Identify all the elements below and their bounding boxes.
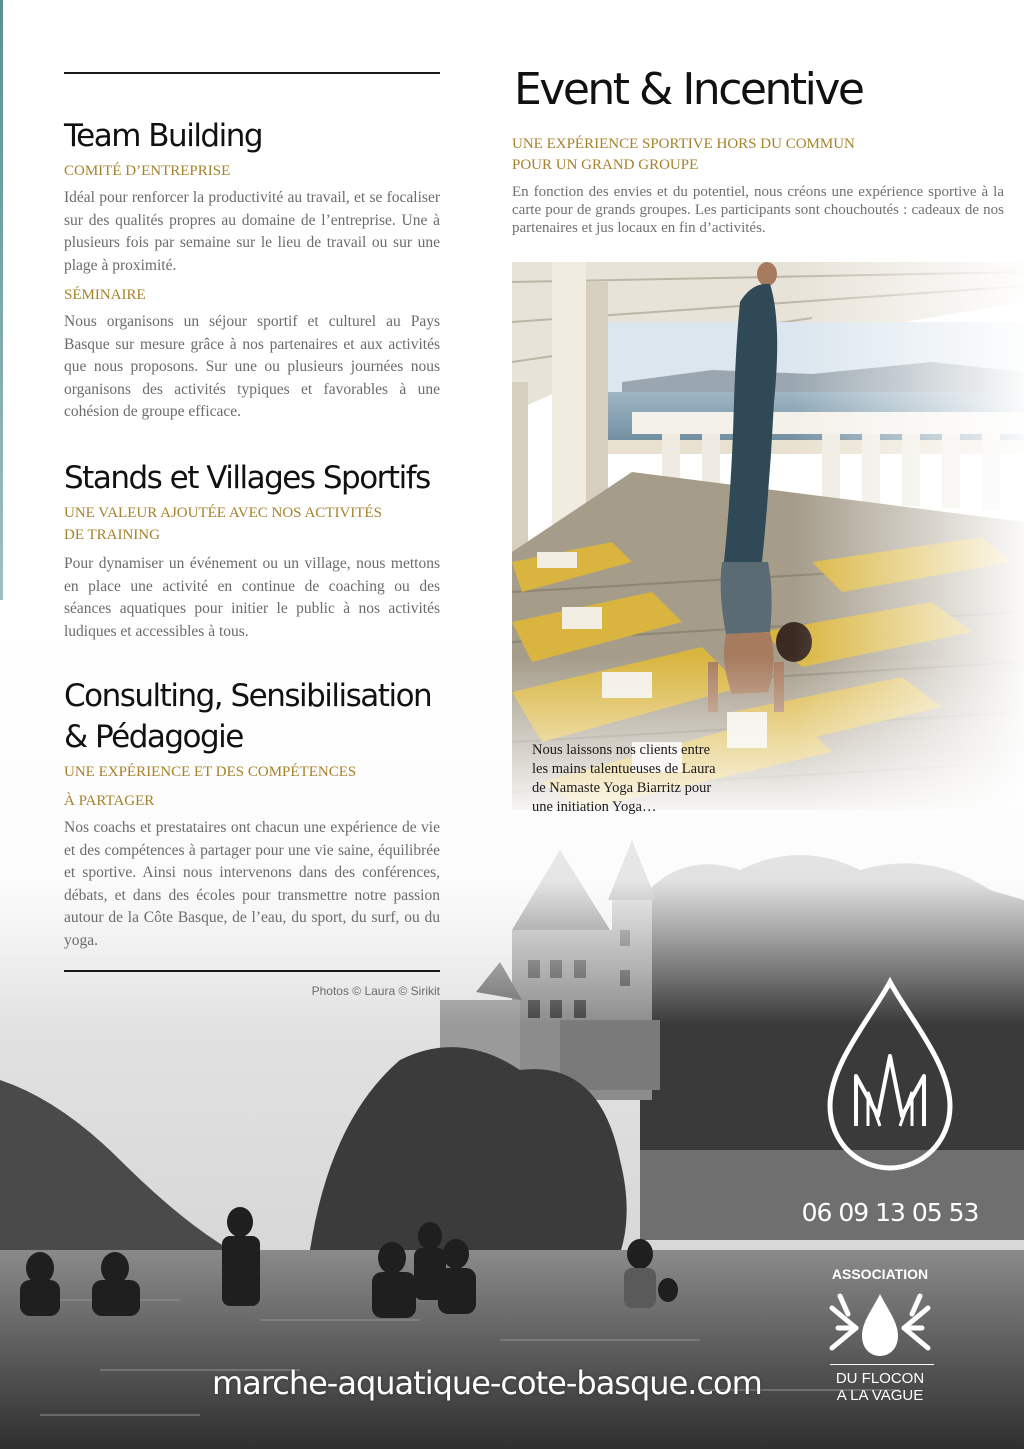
team-building-sub-ce: COMITÉ D’ENTREPRISE [64,163,231,179]
yoga-photo [512,262,1024,810]
team-building-text: Idéal pour renforcer la productivité au travail, et se focaliser sur des qualités propres au domaine de l’entreprise. Une à plusieurs fois par semaine sur le lieu de travail ou sur une plage à proximité. [64,189,440,274]
assoc-label-bottom [818,1370,942,1404]
consulting-sub-1: UNE EXPÉRIENCE ET DES COMPÉTENCES [64,764,357,780]
consulting-title-2: & Pédagogie [64,719,243,755]
event-sub-2: POUR UN GRAND GROUPE [512,157,699,173]
consulting-text: Nos coachs et prestataires ont chacun une expérience de vie et des compétences à partager pour une vie saine, équilibrée et sportive. Ainsi nous intervenons dans des conférences, débats, et dans des écoles pour transmettre notre passion autour de la Côte Basque, de l’eau, du sport, du surf, ou du yoga. [64,819,440,949]
assoc-divider [830,1364,934,1365]
event-text: En fonction des envies et du potentiel, nous créons une expérience sportive à la carte pour de grands groupes. Les participants sont chouchoutés : cadeaux de nos partenaires et jus locaux en fin d’activités. [512,184,1004,236]
drop-logo-icon [820,976,960,1176]
bottom-rule [64,970,440,972]
stands-text: Pour dynamiser un événement ou un village, nous mettons en place une activité en continue de coaching ou des séances aquatiques pour initier le public à nos activités ludiques et accessibles à tous. [64,555,440,640]
consulting-sub-2: À PARTAGER [64,793,155,809]
stands-sub-1: UNE VALEUR AJOUTÉE AVEC NOS ACTIVITÉS [64,505,382,521]
stands-sub-2: DE TRAINING [64,527,160,543]
assoc-line-1: DU FLOCON [835,1370,925,1387]
assoc-label-top: ASSOCIATION [831,1266,929,1282]
event-incentive-title: Event & Incentive [514,64,863,115]
consulting-title-1: Consulting, Sensibilisation [64,678,432,714]
seminaire-text: Nous organisons un séjour sportif et culturel au Pays Basque sur mesure grâce à nos partenaires et aux activités que nous proposons. Sur une ou plusieurs journées nous organisons des activités typiques et favorables à une cohésion de groupe efficace. [64,313,440,420]
seminaire-sub: SÉMINAIRE [64,287,146,303]
top-rule [64,72,440,74]
stands-title: Stands et Villages Sportifs [64,460,430,496]
assoc-line-2: A LA VAGUE [836,1387,924,1404]
photo-credit: Photos © Laura © Sirikit [311,984,440,998]
event-sub-1: UNE EXPÉRIENCE SPORTIVE HORS DU COMMUN [512,136,855,152]
team-building-title: Team Building [64,118,263,154]
yoga-caption: Nous laissons nos clients entre les mains talentueuses de Laura de Namaste Yoga Biarritz pour une initiation Yoga… [532,742,716,815]
snowflake-drop-icon [826,1284,934,1368]
phone-number[interactable]: 06 09 13 05 53 [801,1198,979,1227]
website-link[interactable]: marche-aquatique-cote-basque.com [212,1364,762,1402]
